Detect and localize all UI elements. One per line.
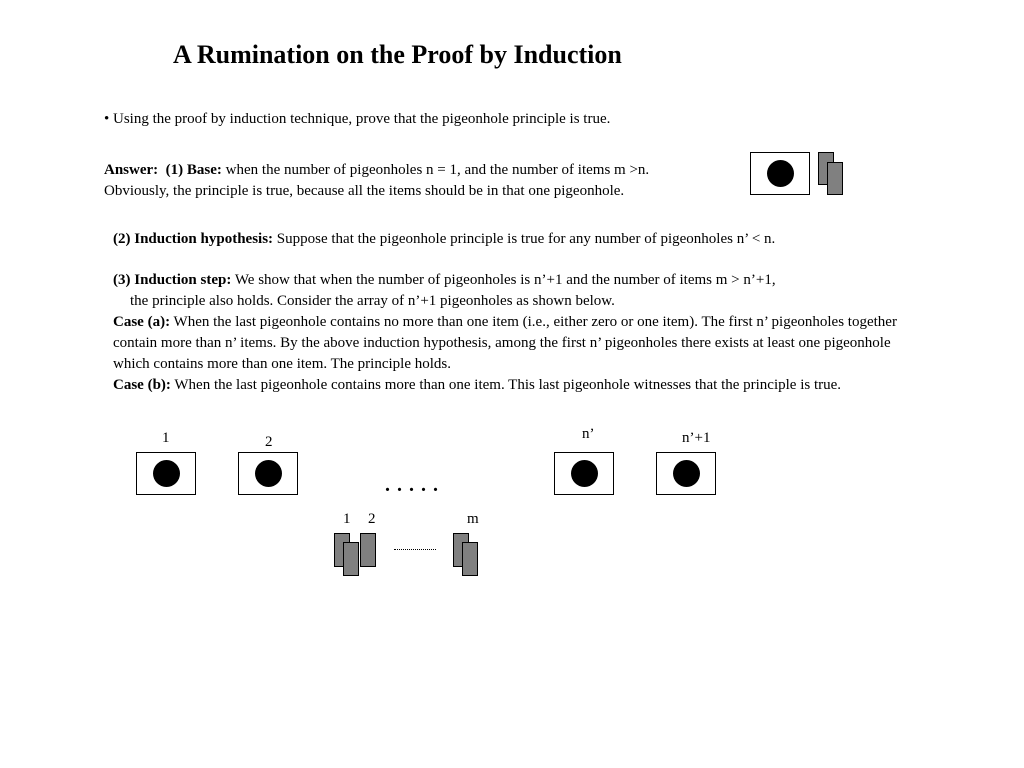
pigeon-dot: [153, 460, 180, 487]
item-overlap: [343, 542, 359, 576]
step-text: We show that when the number of pigeonholes is n’+1 and the number of items m > n’+1,: [231, 272, 776, 288]
task-bullet: • Using the proof by induction technique, prove that the pigeonhole principle is true.: [104, 111, 611, 127]
step-line-1: [113, 270, 913, 291]
pigeon-dot: [673, 460, 700, 487]
answer-label: Answer:: [104, 162, 159, 178]
ellipsis-dots: . . . . .: [385, 474, 439, 496]
pigeon-dot: [255, 460, 282, 487]
pigeonhole-2: [238, 452, 298, 495]
case-b-text: When the last pigeonhole contains more than one item. This last pigeonhole witnesses that the principle is true.: [170, 377, 842, 393]
hypothesis-text: Suppose that the pigeonhole principle is true for any number of pigeonholes n’ < n.: [273, 231, 776, 247]
case-b-label: Case (b):: [113, 377, 171, 393]
hole-label-2: 2: [265, 434, 273, 450]
step-label: (3) Induction step:: [113, 272, 232, 288]
step-section: [113, 270, 913, 396]
case-a-text: When the last pigeonhole contains no more than one item (i.e., either zero or one item). The first n’ pigeonholes together contain more than n’ items. By the above induction hypothesis, among the first n’ pigeonholes there exists at least one pigeonhole which contains more than one item. The principle holds.: [113, 314, 897, 372]
hypothesis-paragraph: [113, 229, 775, 250]
pigeonhole-n-prime: [554, 452, 614, 495]
hole-label-n-prime: n’: [582, 426, 595, 442]
base-text: when the number of pigeonholes n = 1, and the number of items m >n.: [221, 162, 650, 178]
item-label-m: m: [467, 511, 479, 527]
case-a-label: Case (a):: [113, 314, 171, 330]
base-pigeonhole: [750, 152, 810, 195]
hole-label-1: 1: [162, 430, 170, 446]
pigeon-dot: [767, 160, 794, 187]
item-label-2: 2: [368, 511, 376, 527]
case-b-paragraph: [113, 375, 913, 396]
pigeon-dot: [571, 460, 598, 487]
pigeonhole-1: [136, 452, 196, 495]
item-2: [360, 533, 376, 567]
step-line-2: the principle also holds. Consider the array of n’+1 pigeonholes as shown below.: [130, 293, 615, 309]
items-dotted-separator: [394, 549, 436, 550]
item-m-front: [462, 542, 478, 576]
slide-title: A Rumination on the Proof by Induction: [173, 40, 622, 69]
base-line-1: [104, 160, 649, 181]
hole-label-n-prime-plus-1: n’+1: [682, 430, 711, 446]
base-item-front: [827, 162, 843, 195]
item-label-1: 1: [343, 511, 351, 527]
case-a-paragraph: [113, 312, 913, 375]
pigeonhole-n-prime-plus-1: [656, 452, 716, 495]
base-line-2: Obviously, the principle is true, because all the items should be in that one pigeonhole.: [104, 183, 625, 199]
hypothesis-label: (2) Induction hypothesis:: [113, 231, 274, 247]
base-paragraph: [104, 160, 649, 202]
base-label: (1) Base:: [165, 162, 222, 178]
